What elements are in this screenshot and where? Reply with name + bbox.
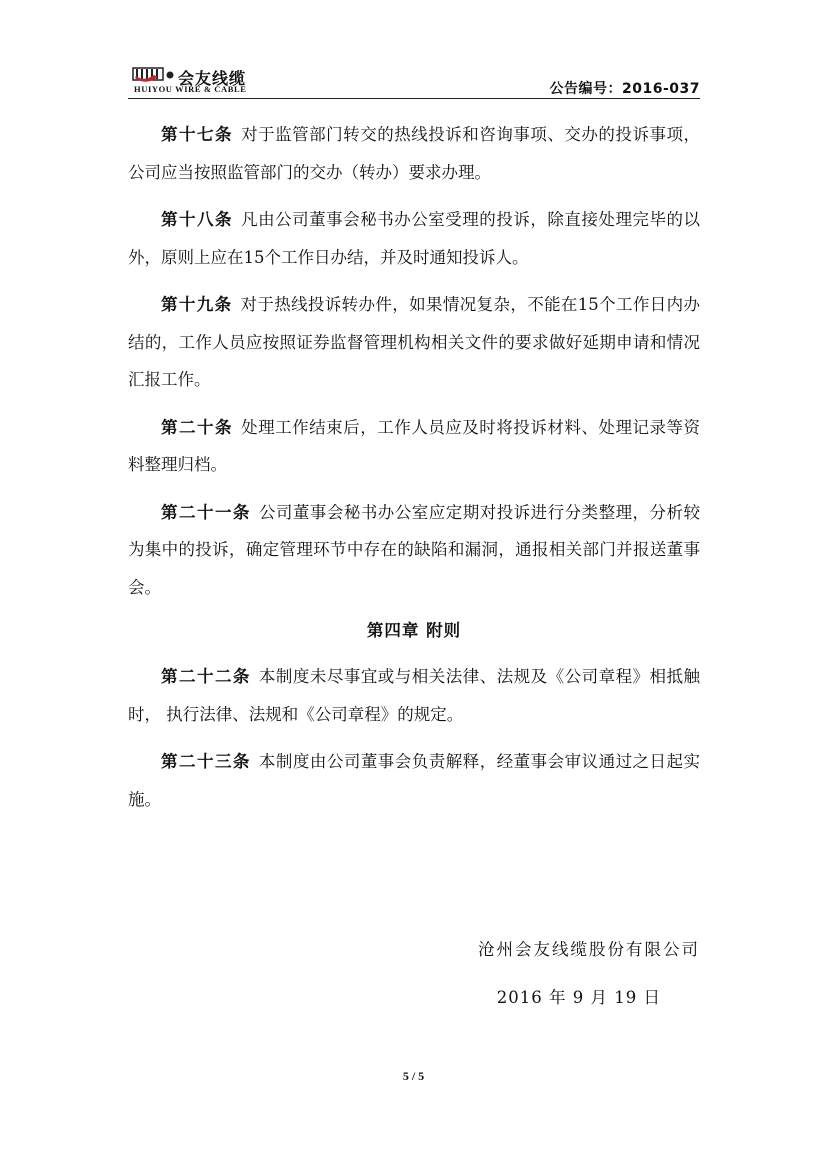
article-label: 第十九条 — [161, 295, 233, 314]
article-23 — [128, 743, 700, 818]
logo-english-name: HUIYOU WIRE & CABLE — [134, 84, 247, 94]
article-text: 对于热线投诉转办件，如果情况复杂，不能在15个工作日内办结的，工作人员应按照证券监督管理机构相关文件的要求做好延期申请和情况汇报工作。 — [128, 295, 700, 389]
company-logo — [132, 66, 372, 96]
article-label: 第二十条 — [161, 417, 234, 437]
page-header — [128, 66, 700, 99]
article-label: 第十八条 — [161, 210, 234, 229]
article-22 — [128, 658, 700, 733]
article-label: 第十七条 — [161, 125, 234, 144]
article-label: 第二十一条 — [161, 502, 251, 522]
article-19 — [128, 286, 700, 399]
page-number: 5 / 5 — [402, 1069, 425, 1083]
article-21 — [128, 494, 700, 607]
logo-chinese-name: 会友线缆 — [178, 69, 247, 88]
article-18 — [128, 201, 700, 276]
article-text: 对于监管部门转交的热线投诉和咨询事项、交办的投诉事项，公司应当按照监管部门的交办（转办）要求办理。 — [128, 125, 701, 182]
article-label: 第二十三条 — [161, 752, 251, 771]
article-text: 本制度由公司董事会负责解释，经董事会审议通过之日起实施。 — [128, 752, 701, 809]
logo-mark-icon — [132, 66, 176, 84]
article-text: 本制度未尽事宜或与相关法律、法规及《公司章程》相抵触时， 执行法律、法规和《公司章程》的规定。 — [128, 667, 701, 724]
article-text: 公司董事会秘书办公室应定期对投诉进行分类整理，分析较为集中的投诉，确定管理环节中存在的缺陷和漏洞，通报相关部门并报送董事会。 — [128, 502, 701, 597]
article-17 — [128, 116, 700, 191]
article-20 — [128, 409, 700, 484]
article-text: 凡由公司董事会秘书办公室受理的投诉，除直接处理完毕的以外，原则上应在15个工作日办结，并及时通知投诉人。 — [128, 210, 701, 267]
article-text: 处理工作结束后，工作人员应及时将投诉材料、处理记录等资料整理归档。 — [128, 417, 701, 474]
signature-date: 2016 年 9 月 19 日 — [496, 988, 661, 1007]
article-label: 第二十二条 — [161, 667, 251, 686]
announcement-number: 公告编号：2016-037 — [549, 81, 700, 97]
chapter-title: 第四章 附则 — [366, 621, 462, 640]
company-signature: 沧州会友线缆股份有限公司 — [478, 940, 700, 959]
document-body — [128, 116, 700, 828]
